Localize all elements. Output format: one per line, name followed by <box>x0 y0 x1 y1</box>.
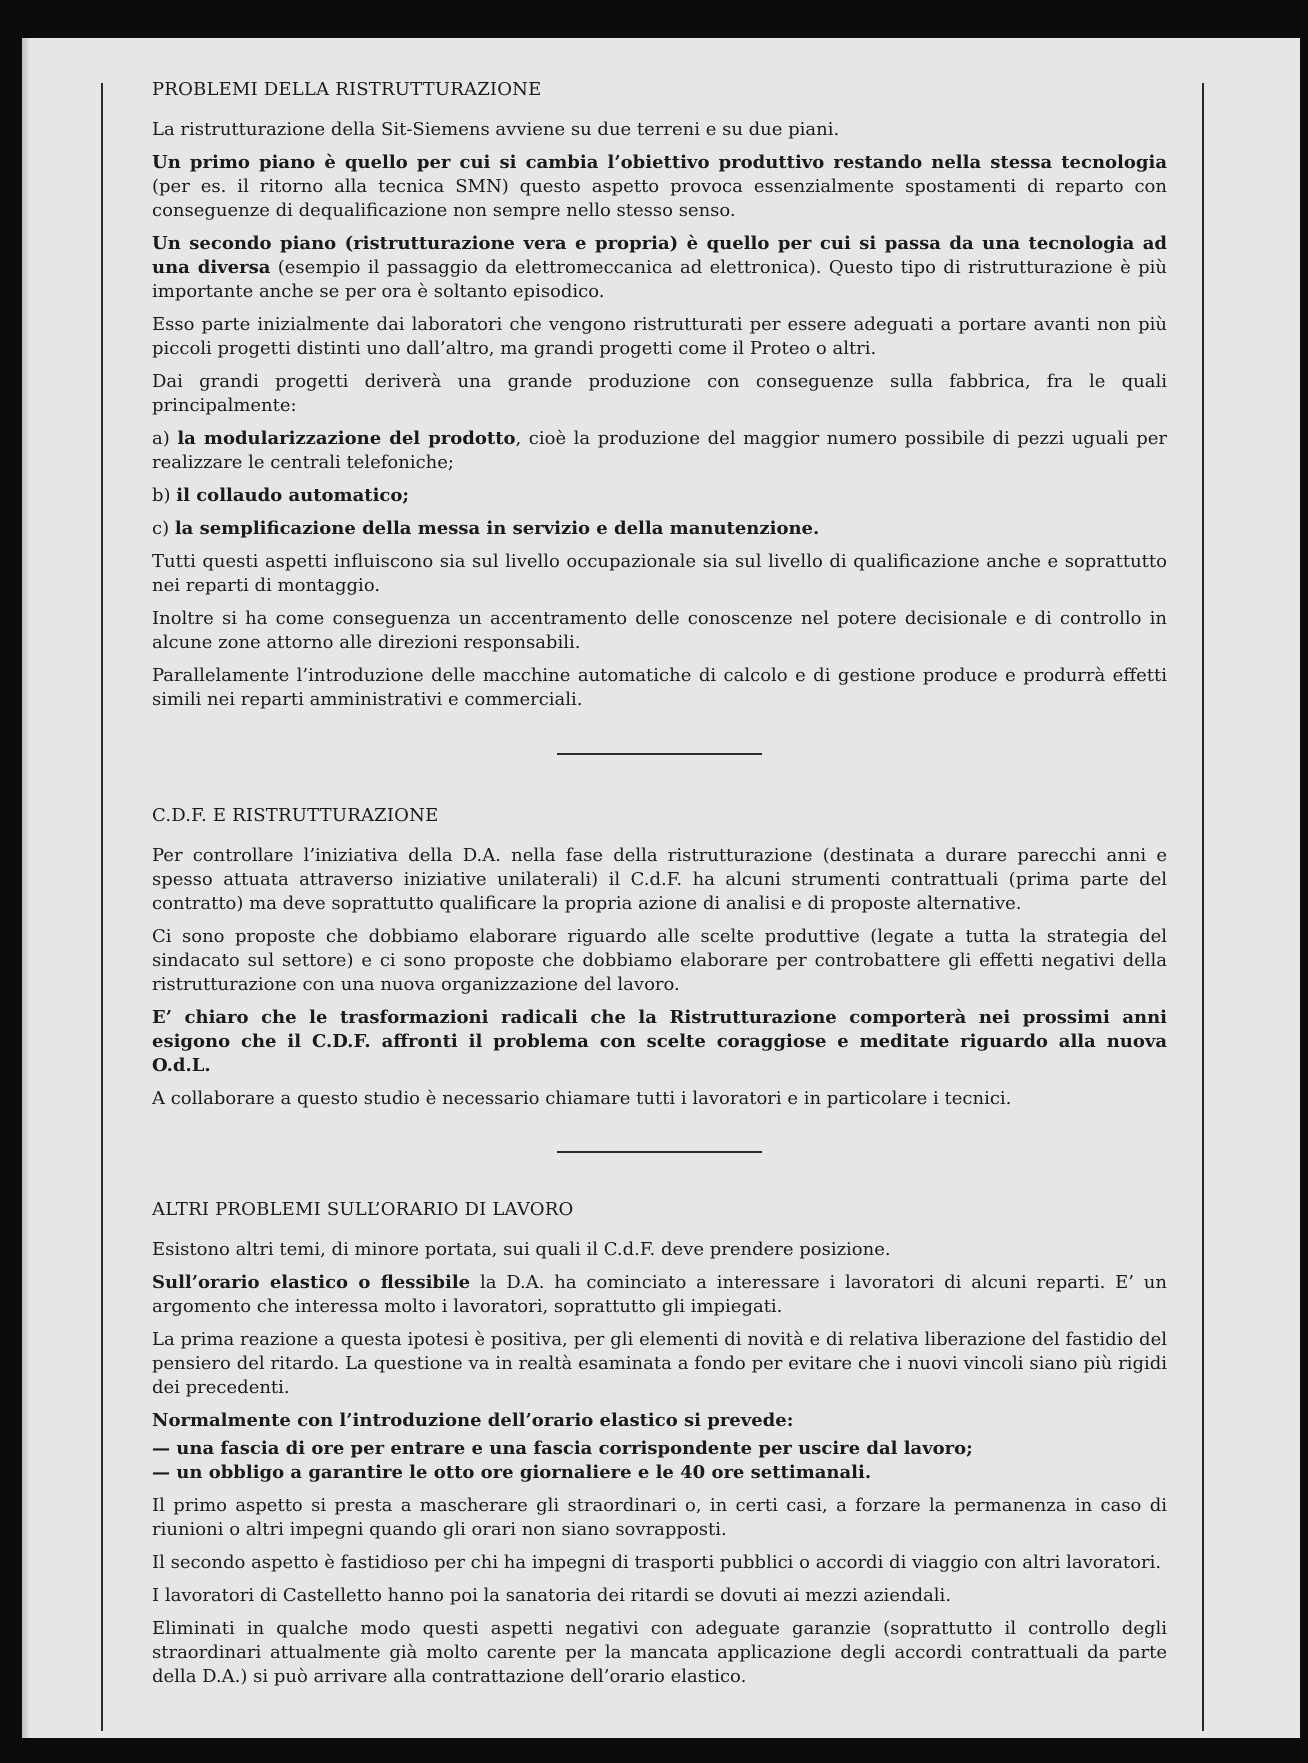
paragraph: Inoltre si ha come conseguenza un accentramento delle conoscenze nel potere decisionale e di controllo in alcune zone attorno alle direzioni responsabili. <box>152 608 1167 653</box>
bold-text: Sull’orario elastico o flessibile <box>152 1272 471 1293</box>
left-margin-rule <box>101 83 103 1731</box>
paragraph: La ristrutturazione della Sit-Siemens avviene su due terreni e su due piani. <box>152 119 840 140</box>
paragraph <box>152 151 1167 223</box>
paragraph: E’ chiaro che le trasformazioni radicali che la Ristrutturazione comporterà nei prossimi anni esigono che il C.D.F. affronti il problema con scelte coraggiose e meditate riguardo alla nuova O.d.L. <box>152 1007 1167 1076</box>
bold-text: la semplificazione della messa in servizio e della manutenzione. <box>174 518 820 539</box>
section-orario-lavoro <box>152 1198 1167 1689</box>
section-divider <box>557 753 762 755</box>
list-item <box>152 484 1167 508</box>
paragraph: Il secondo aspetto è fastidioso per chi ha impegni di trasporti pubblici o accordi di viaggio con altri lavoratori. <box>152 1552 1162 1573</box>
bold-text: la modularizzazione del prodotto <box>177 428 516 449</box>
paragraph: Dai grandi progetti deriverà una grande produzione con conseguenze sulla fabbrica, fra le quali principalmente: <box>152 371 1167 416</box>
document-body <box>152 78 1167 1698</box>
list-marker: c) <box>152 518 175 539</box>
list-marker: b) <box>152 485 177 506</box>
paragraph: Ci sono proposte che dobbiamo elaborare riguardo alle scelte produttive (legate a tutta la strategia del sindacato sul settore) e ci sono proposte che dobbiamo elaborare per controbattere gli effetti negativi della ristrutturazione con una nuova organizzazione del lavoro. <box>152 926 1167 995</box>
right-margin-rule <box>1202 83 1204 1731</box>
paragraph: Eliminati in qualche modo questi aspetti negativi con adeguate garanzie (soprattutto il controllo degli straordinari attualmente già molto carente per la mancata applicazione degli accordi contrattuali da parte della D.A.) si può arrivare alla contrattazione dell’orario elastico. <box>152 1618 1167 1687</box>
list-item <box>152 517 1167 541</box>
document-page <box>22 38 1300 1738</box>
paragraph: A collaborare a questo studio è necessario chiamare tutti i lavoratori e in particolare i tecnici. <box>152 1088 1012 1109</box>
paragraph: Esso parte inizialmente dai laboratori che vengono ristrutturati per essere adeguati a portare avanti non più piccoli progetti distinti uno dall’altro, ma grandi progetti come il Proteo o altri. <box>152 314 1167 359</box>
section-divider <box>557 1151 762 1153</box>
text: (per es. il ritorno alla tecnica SMN) questo aspetto provoca essenzialmente spostamenti di reparto con conseguenze di dequalificazione non sempre nello stesso senso. <box>152 176 1167 221</box>
section-title: ALTRI PROBLEMI SULL’ORARIO DI LAVORO <box>152 1199 574 1220</box>
paragraph: Parallelamente l’introduzione delle macchine automatiche di calcolo e di gestione produce e produrrà effetti simili nei reparti amministrativi e commerciali. <box>152 665 1167 710</box>
dash-list-item: — una fascia di ore per entrare e una fascia corrispondente per uscire dal lavoro; <box>152 1438 973 1459</box>
paragraph: Tutti questi aspetti influiscono sia sul livello occupazionale sia sul livello di qualificazione anche e soprattutto nei reparti di montaggio. <box>152 551 1167 596</box>
section-ristrutturazione <box>152 78 1167 712</box>
paragraph: Esistono altri temi, di minore portata, sui quali il C.d.F. deve prendere posizione. <box>152 1239 891 1260</box>
list-marker: a) <box>152 428 178 449</box>
bold-text: Un secondo piano (ristrutturazione vera e propria) è quello per cui si passa da una tecnologia ad una diversa <box>152 233 1167 278</box>
paragraph <box>152 1271 1167 1319</box>
section-title: C.D.F. E RISTRUTTURAZIONE <box>152 805 439 826</box>
text: , cioè la produzione del maggior numero possibile di pezzi uguali per realizzare le centrali telefoniche; <box>152 428 1167 473</box>
bold-text: il collaudo automatico; <box>176 485 410 506</box>
text: (esempio il passaggio da elettromeccanica ad elettronica). Questo tipo di ristrutturazione è più importante anche se per ora è soltanto episodico. <box>152 257 1167 302</box>
section-cdf-ristrutturazione <box>152 804 1167 1111</box>
list-item <box>152 427 1167 475</box>
paragraph: Normalmente con l’introduzione dell’orario elastico si prevede: <box>152 1410 794 1431</box>
bold-text: Un primo piano è quello per cui si cambia l’obiettivo produttivo restando nella stessa tecnologia <box>152 152 1167 173</box>
paragraph: Il primo aspetto si presta a mascherare gli straordinari o, in certi casi, a forzare la permanenza in caso di riunioni o altri impegni quando gli orari non siano sovrapposti. <box>152 1495 1167 1540</box>
paragraph: La prima reazione a questa ipotesi è positiva, per gli elementi di novità e di relativa liberazione del fastidio del pensiero del ritardo. La questione va in realtà esaminata a fondo per evitare che i nuovi vincoli siano più rigidi dei precedenti. <box>152 1329 1167 1398</box>
paragraph <box>152 232 1167 304</box>
section-title: PROBLEMI DELLA RISTRUTTURAZIONE <box>152 79 542 100</box>
paragraph: Per controllare l’iniziativa della D.A. nella fase della ristrutturazione (destinata a durare parecchi anni e spesso attuata attraverso iniziative unilaterali) il C.d.F. ha alcuni strumenti contrattuali (prima parte del contratto) ma deve soprattutto qualificare la propria azione di analisi e di proposte alternative. <box>152 845 1167 914</box>
dash-list-item: — un obbligo a garantire le otto ore giornaliere e le 40 ore settimanali. <box>152 1462 872 1483</box>
paragraph: I lavoratori di Castelletto hanno poi la sanatoria dei ritardi se dovuti ai mezzi aziendali. <box>152 1585 952 1606</box>
text: la D.A. ha cominciato a interessare i lavoratori di alcuni reparti. E’ un argomento che interessa molto i lavoratori, soprattutto gli impiegati. <box>152 1272 1167 1317</box>
